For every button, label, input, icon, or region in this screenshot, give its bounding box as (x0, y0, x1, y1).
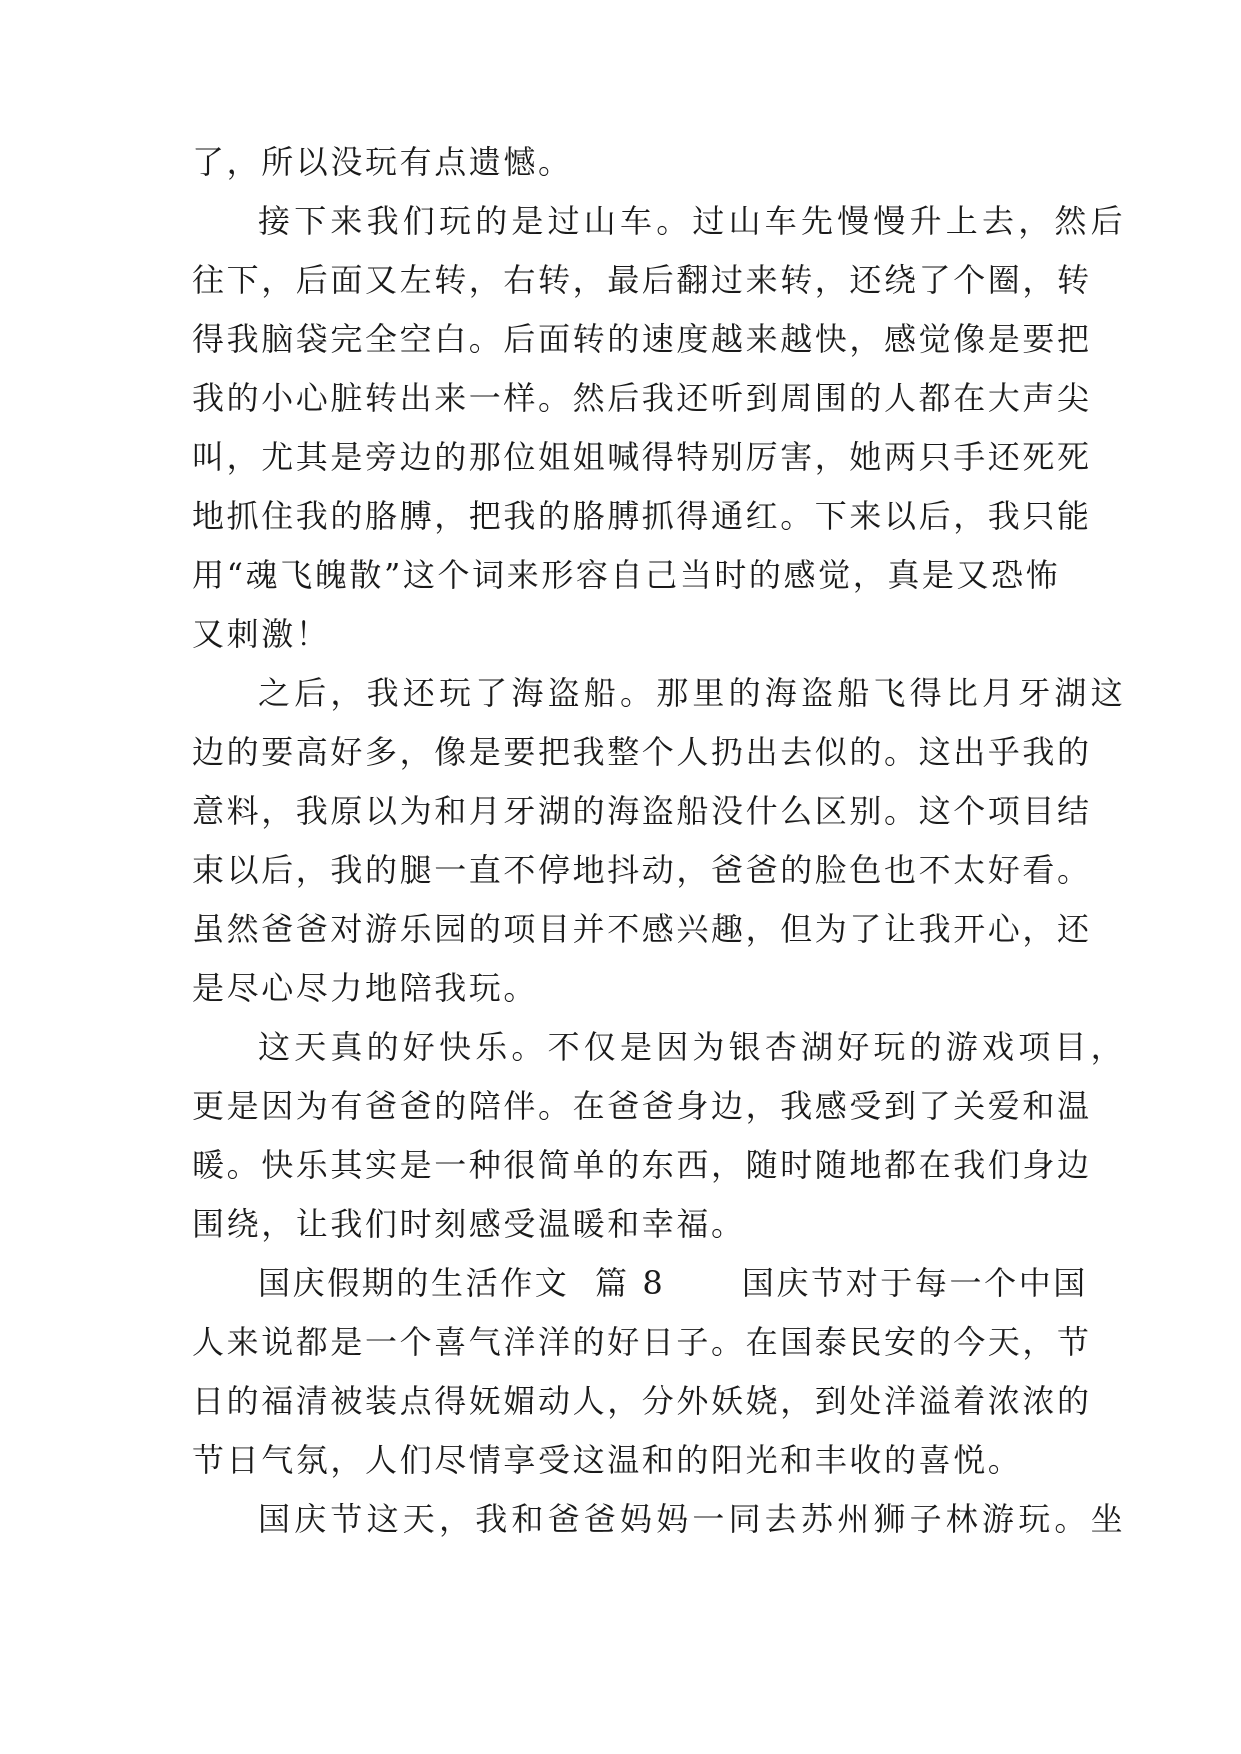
text-line: 之后，我还玩了海盗船。那里的海盗船飞得比月牙湖这 (258, 674, 1127, 712)
text-line: 又刺激！ (192, 615, 331, 653)
text-line: 用“魂飞魄散”这个词来形容自己当时的感觉，真是又恐怖 (192, 556, 1061, 594)
text-line: 围绕，让我们时刻感受温暖和幸福。 (192, 1205, 746, 1243)
text-line: 更是因为有爸爸的陪伴。在爸爸身边，我感受到了关爱和温 (192, 1087, 1092, 1125)
text-line: 地抓住我的胳膊，把我的胳膊抓得通红。下来以后，我只能 (192, 497, 1092, 535)
section-heading-line: 国庆假期的生活作文 篇 8 国庆节对于每一个中国 (258, 1264, 1088, 1302)
text-line: 日的福清被装点得妩媚动人，分外妖娆，到处洋溢着浓浓的 (192, 1382, 1092, 1420)
text-line: 是尽心尽力地陪我玩。 (192, 969, 539, 1007)
text-line: 人来说都是一个喜气洋洋的好日子。在国泰民安的今天，节 (192, 1323, 1092, 1361)
text-line: 了，所以没玩有点遗憾。 (192, 143, 573, 181)
text-line: 虽然爸爸对游乐园的项目并不感兴趣，但为了让我开心，还 (192, 910, 1092, 948)
text-line: 这天真的好快乐。不仅是因为银杏湖好玩的游戏项目， (258, 1028, 1127, 1066)
text-line: 往下，后面又左转，右转，最后翻过来转，还绕了个圈，转 (192, 261, 1092, 299)
text-line: 边的要高好多，像是要把我整个人扔出去似的。这出乎我的 (192, 733, 1092, 771)
text-line: 接下来我们玩的是过山车。过山车先慢慢升上去，然后 (258, 202, 1127, 240)
text-line: 我的小心脏转出来一样。然后我还听到周围的人都在大声尖 (192, 379, 1092, 417)
text-line: 得我脑袋完全空白。后面转的速度越来越快，感觉像是要把 (192, 320, 1092, 358)
text-line: 暖。快乐其实是一种很简单的东西，随时随地都在我们身边 (192, 1146, 1092, 1184)
text-line: 国庆节这天，我和爸爸妈妈一同去苏州狮子林游玩。坐 (258, 1500, 1127, 1538)
text-line: 意料，我原以为和月牙湖的海盗船没什么区别。这个项目结 (192, 792, 1092, 830)
text-line: 节日气氛，人们尽情享受这温和的阳光和丰收的喜悦。 (192, 1441, 1023, 1479)
text-line: 束以后，我的腿一直不停地抖动，爸爸的脸色也不太好看。 (192, 851, 1092, 889)
text-line: 叫，尤其是旁边的那位姐姐喊得特别厉害，她两只手还死死 (192, 438, 1092, 476)
